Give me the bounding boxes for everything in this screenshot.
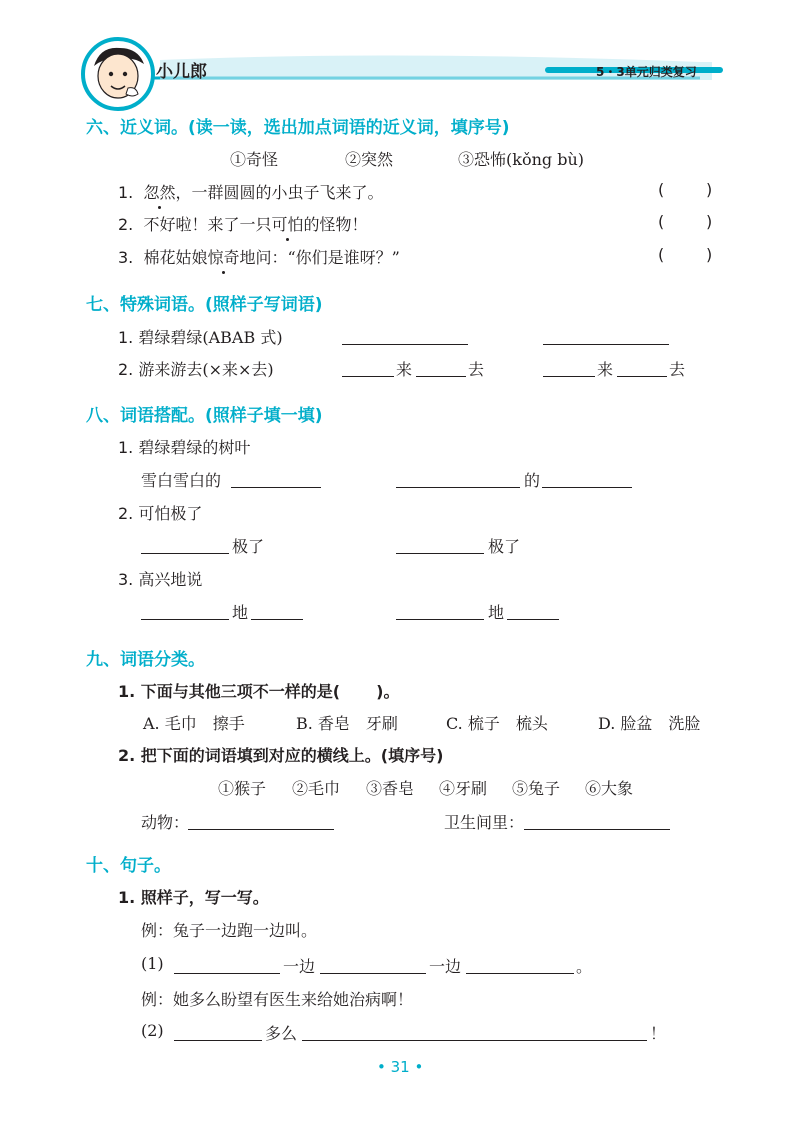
s7-blank-2d[interactable]: [617, 376, 667, 377]
s7-item-1: 1. 碧绿碧绿(ABAB 式): [118, 328, 283, 347]
s8-blank-2b[interactable]: [396, 553, 484, 554]
dotted-word: 惊奇: [207, 245, 239, 268]
dotted-word: 可怕: [271, 212, 303, 235]
s10-num-1: (1): [141, 954, 164, 973]
section-9-title: 九、词语分类。: [86, 650, 205, 670]
s10-blank-1a[interactable]: [174, 973, 280, 974]
item-number: 3.: [118, 248, 134, 267]
bathroom-blank[interactable]: [524, 829, 670, 830]
s8-blank-3d[interactable]: [507, 619, 559, 620]
s9-option-3: ③香皂: [366, 779, 415, 798]
s9-question-2: 2. 把下面的词语填到对应的横线上。(填序号): [118, 746, 444, 765]
animals-blank[interactable]: [188, 829, 334, 830]
s9-option-6: ⑥大象: [585, 779, 634, 798]
s10-example-2: 例：她多么盼望有医生来给她治病啊！: [141, 990, 414, 1009]
s8-example-1: 1. 碧绿碧绿的树叶: [118, 438, 251, 457]
s6-option-2: ②突然: [345, 150, 394, 169]
s10-num-2: (2): [141, 1021, 164, 1040]
s7-item-2: 2. 游来游去(×来×去): [118, 360, 274, 379]
s6-answer-1[interactable]: (: [658, 180, 665, 199]
page-number: • 31 •: [377, 1058, 424, 1076]
s8-blank-3a[interactable]: [141, 619, 229, 620]
s10-blank-2b[interactable]: [302, 1040, 647, 1041]
s7-blank-2a[interactable]: [342, 376, 394, 377]
section-10-title: 十、句子。: [86, 856, 171, 876]
chapter-label: 5・3单元归类复习: [596, 65, 697, 79]
s9-option-1: ①猴子: [218, 779, 267, 798]
s6-item-2: 2. 不好啦！来了一只可怕的怪物！: [118, 212, 367, 235]
animals-label: 动物：: [141, 813, 190, 832]
s8-blank-1c[interactable]: [542, 487, 632, 488]
bathroom-label: 卫生间里：: [444, 813, 525, 832]
s8-blank-1a[interactable]: [231, 487, 321, 488]
s10-blank-2a[interactable]: [174, 1040, 262, 1041]
s6-answer-3[interactable]: (: [658, 245, 665, 264]
s8-example-2: 2. 可怕极了: [118, 504, 203, 523]
s9-option-2: ②毛巾: [292, 779, 341, 798]
s8-blank-3c[interactable]: [396, 619, 484, 620]
s9-question-1: 1. 下面与其他三项不一样的是( )。: [118, 682, 400, 701]
item-number: 1.: [118, 183, 134, 202]
s6-option-3: ③恐怖(kǒng bù): [458, 150, 584, 169]
s6-item-1: 1. 忽然，一群圆圆的小虫子飞来了。: [118, 180, 383, 203]
s8-example-3: 3. 高兴地说: [118, 570, 203, 589]
choice-c: C. 梳子 梳头: [446, 714, 548, 733]
s10-blank-1c[interactable]: [466, 973, 574, 974]
item-number: 2.: [118, 215, 134, 234]
s7-blank-2c[interactable]: [543, 376, 595, 377]
s7-blank-2b[interactable]: [416, 376, 466, 377]
s8-blank-3b[interactable]: [251, 619, 303, 620]
s9-option-4: ④牙刷: [439, 779, 488, 798]
brand-title: 小儿郎: [156, 62, 207, 82]
section-6-title: 六、近义词。(读一读，选出加点词语的近义词，填序号): [86, 118, 510, 138]
boy-mascot-icon: [80, 36, 156, 112]
s10-blank-1b[interactable]: [320, 973, 426, 974]
section-8-title: 八、词语搭配。(照样子填一填): [86, 406, 323, 426]
s6-item-3: 3. 棉花姑娘惊奇地问：“你们是谁呀？”: [118, 245, 400, 268]
s6-option-1: ①奇怪: [230, 150, 279, 169]
s9-option-5: ⑤兔子: [512, 779, 561, 798]
s8-blank-2a[interactable]: [141, 553, 229, 554]
s6-answer-2[interactable]: (: [658, 212, 665, 231]
dotted-word: 忽然: [143, 180, 175, 203]
choice-a: A. 毛巾 擦手: [143, 714, 245, 733]
section-7-title: 七、特殊词语。(照样子写词语): [86, 295, 323, 315]
s8-blank-1b[interactable]: [396, 487, 520, 488]
choice-d: D. 脸盆 洗脸: [598, 714, 701, 733]
choice-b: B. 香皂 牙刷: [296, 714, 398, 733]
s10-question-1: 1. 照样子，写一写。: [118, 888, 269, 907]
s10-example-1: 例：兔子一边跑一边叫。: [141, 921, 318, 940]
s7-blank-1b[interactable]: [543, 344, 669, 345]
s7-blank-1a[interactable]: [342, 344, 468, 345]
